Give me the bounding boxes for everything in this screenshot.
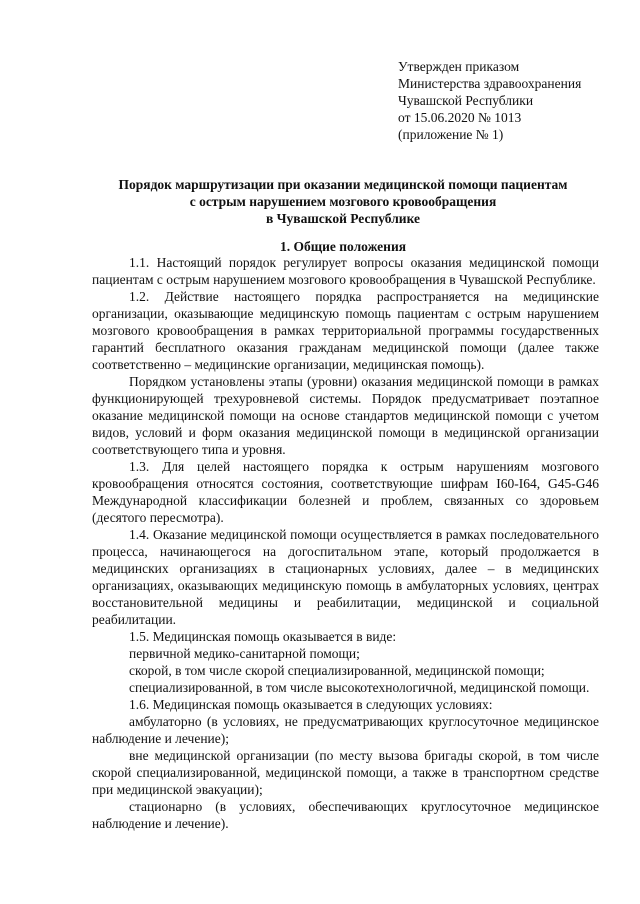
paragraph: 1.2. Действие настоящего порядка распространяется на медицинские организации, оказывающие медицинскую помощь пациентам с острым нарушением мозгового кровообращения в рамках территориальной программы государственных гарантий бесплатного оказания гражданам медицинской помощи (далее также соответственно – медицинские организации, медицинская помощь).: [92, 289, 599, 372]
title-line: в Чувашской Республике: [265, 211, 421, 226]
section-heading: 1. Общие положения: [279, 239, 407, 254]
title-line: с острым нарушением мозгового кровообращения: [189, 194, 497, 209]
paragraph: первичной медико-санитарной помощи;: [129, 646, 360, 661]
paragraph: вне медицинской организации (по месту вызова бригады скорой, в том числе скорой специализированной, медицинской помощи, а также в транспортном средстве при медицинской эвакуации);: [92, 748, 599, 797]
title-line: Порядок маршрутизации при оказании медицинской помощи пациентам: [118, 177, 568, 192]
paragraph: скорой, в том числе скорой специализированной, медицинской помощи;: [129, 663, 545, 678]
approval-stamp: [398, 58, 618, 143]
paragraph: специализированной, в том числе высокотехнологичной, медицинской помощи.: [129, 680, 590, 695]
paragraph: Порядком установлены этапы (уровни) оказания медицинской помощи в рамках функционирующей трехуровневой системы. Порядок предусматривает поэтапное оказание медицинской помощи на основе стандартов медицинской помощи с учетом видов, условий и форм оказания медицинской помощи в медицинской организации соответствующего типа и уровня.: [92, 374, 599, 457]
document-title: [80, 176, 606, 227]
approval-line: Утвержден приказом: [398, 59, 520, 74]
approval-line: Министерства здравоохранения: [398, 76, 582, 91]
paragraph: стационарно (в условиях, обеспечивающих круглосуточное медицинское наблюдение и лечение).: [92, 799, 599, 831]
paragraph: 1.6. Медицинская помощь оказывается в следующих условиях:: [129, 697, 493, 712]
paragraph: 1.5. Медицинская помощь оказывается в виде:: [129, 629, 397, 644]
paragraph: 1.3. Для целей настоящего порядка к острым нарушениям мозгового кровообращения относятся состояния, соответствующие шифрам I60-I64, G45-G46 Международной классификации болезней и проблем, связанных со здоровьем (десятого пересмотра).: [92, 459, 599, 525]
approval-line: Чувашской Республики: [398, 93, 534, 108]
document-body: [92, 254, 599, 832]
paragraph: 1.1. Настоящий порядок регулирует вопросы оказания медицинской помощи пациентам с острым нарушением мозгового кровообращения в Чувашской Республике.: [92, 255, 599, 287]
approval-line: (приложение № 1): [398, 127, 504, 142]
approval-line: от 15.06.2020 № 1013: [398, 110, 522, 125]
paragraph: амбулаторно (в условиях, не предусматривающих круглосуточное медицинское наблюдение и лечение);: [92, 714, 599, 746]
paragraph: 1.4. Оказание медицинской помощи осуществляется в рамках последовательного процесса, начинающегося на догоспитальном этапе, который продолжается в медицинских организациях в стационарных условиях, далее – в медицинских организациях, оказывающих медицинскую помощь в амбулаторных условиях, центрах восстановительной медицины и реабилитации, медицинской и социальной реабилитации.: [92, 527, 599, 627]
